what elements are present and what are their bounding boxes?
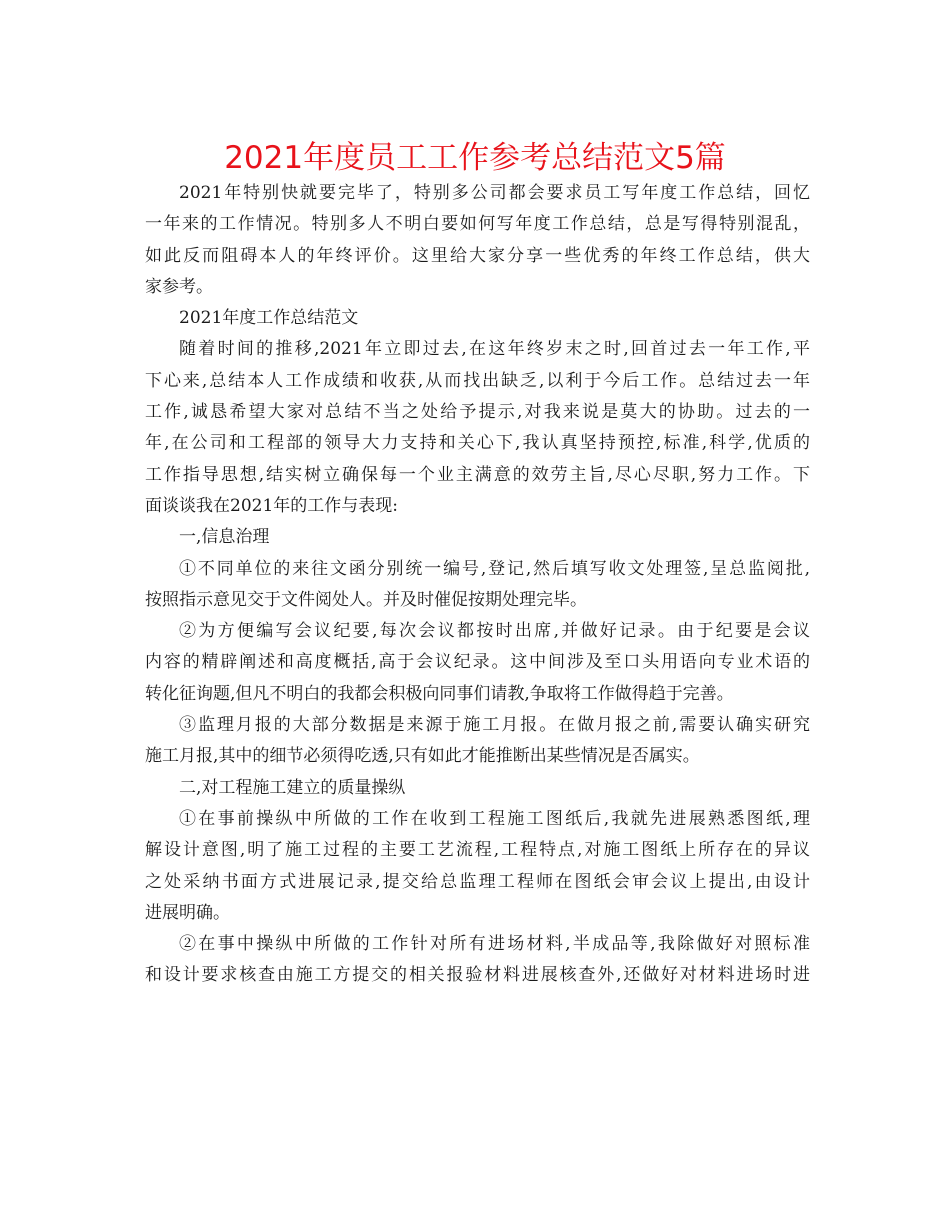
- text-line: ③监理月报的大部分数据是来源于施工月报。在做月报之前,需要认确实研究: [179, 715, 810, 736]
- text-line: 如此反而阻碍本人的年终评价。这里给大家分享一些优秀的年终工作总结，供大: [145, 245, 810, 266]
- text-line: 工作,诚恳希望大家对总结不当之处给予提示,对我来说是莫大的协助。过去的一: [145, 402, 810, 423]
- text-line: ①在事前操纵中所做的工作在收到工程施工图纸后,我就先进展熟悉图纸,理: [179, 808, 810, 829]
- text-line: 转化征询题,但凡不明白的我都会积极向同事们请教,争取将工作做得趋于完善。: [145, 683, 734, 704]
- text-line: 2021年度工作总结范文: [179, 308, 359, 329]
- text-line: ①不同单位的来往文函分别统一编号,登记,然后填写收文处理签,呈总监阅批,: [179, 558, 810, 579]
- text-line: 施工月报,其中的细节必须得吃透,只有如此才能推断出某些情况是否属实。: [145, 746, 700, 767]
- text-line: 一,信息治理: [179, 527, 270, 548]
- text-line: ②在事中操纵中所做的工作针对所有进场材料,半成品等,我除做好对照标准: [179, 934, 810, 955]
- text-line: 随着时间的推移,2021年立即过去,在这年终岁末之时,回首过去一年工作,平: [179, 339, 810, 360]
- text-line: 下心来,总结本人工作成绩和收获,从而找出缺乏,以利于今后工作。总结过去一年: [145, 370, 810, 391]
- text-line: 年,在公司和工程部的领导大力支持和关心下,我认真坚持预控,标准,科学,优质的: [145, 433, 810, 454]
- text-line: 内容的精辟阐述和高度概括,高于会议纪录。这中间涉及至口头用语向专业术语的: [145, 652, 810, 673]
- document-title: 2021年度员工工作参考总结范文5篇: [224, 140, 726, 176]
- text-line: 解设计意图,明了施工过程的主要工艺流程,工程特点,对施工图纸上所存在的异议: [145, 840, 810, 861]
- document-body: [145, 178, 810, 992]
- text-line: 之处采纳书面方式进展记录,提交给总监理工程师在图纸会审会议上提出,由设计: [145, 871, 810, 892]
- text-line: 工作指导思想,结实树立确保每一个业主满意的效劳主旨,尽心尽职,努力工作。下: [145, 464, 810, 485]
- text-line: 按照指示意见交于文件阅处人。并及时催促按期处理完毕。: [145, 589, 587, 610]
- text-line: 进展明确。: [145, 902, 230, 923]
- text-line: ②为方便编写会议纪要,每次会议都按时出席,并做好记录。由于纪要是会议: [179, 621, 810, 642]
- text-line: 面谈谈我在2021年的工作与表现:: [145, 495, 398, 516]
- text-line: 2021年特别快就要完毕了，特别多公司都会要求员工写年度工作总结，回忆: [179, 183, 810, 203]
- text-line: 二,对工程施工建立的质量操纵: [179, 777, 406, 798]
- text-line: 和设计要求核查由施工方提交的相关报验材料进展核查外,还做好对材料进场时进: [145, 965, 810, 986]
- text-line: 家参考。: [145, 276, 213, 297]
- text-line: 一年来的工作情况。特别多人不明白要如何写年度工作总结，总是写得特别混乱，: [145, 214, 810, 235]
